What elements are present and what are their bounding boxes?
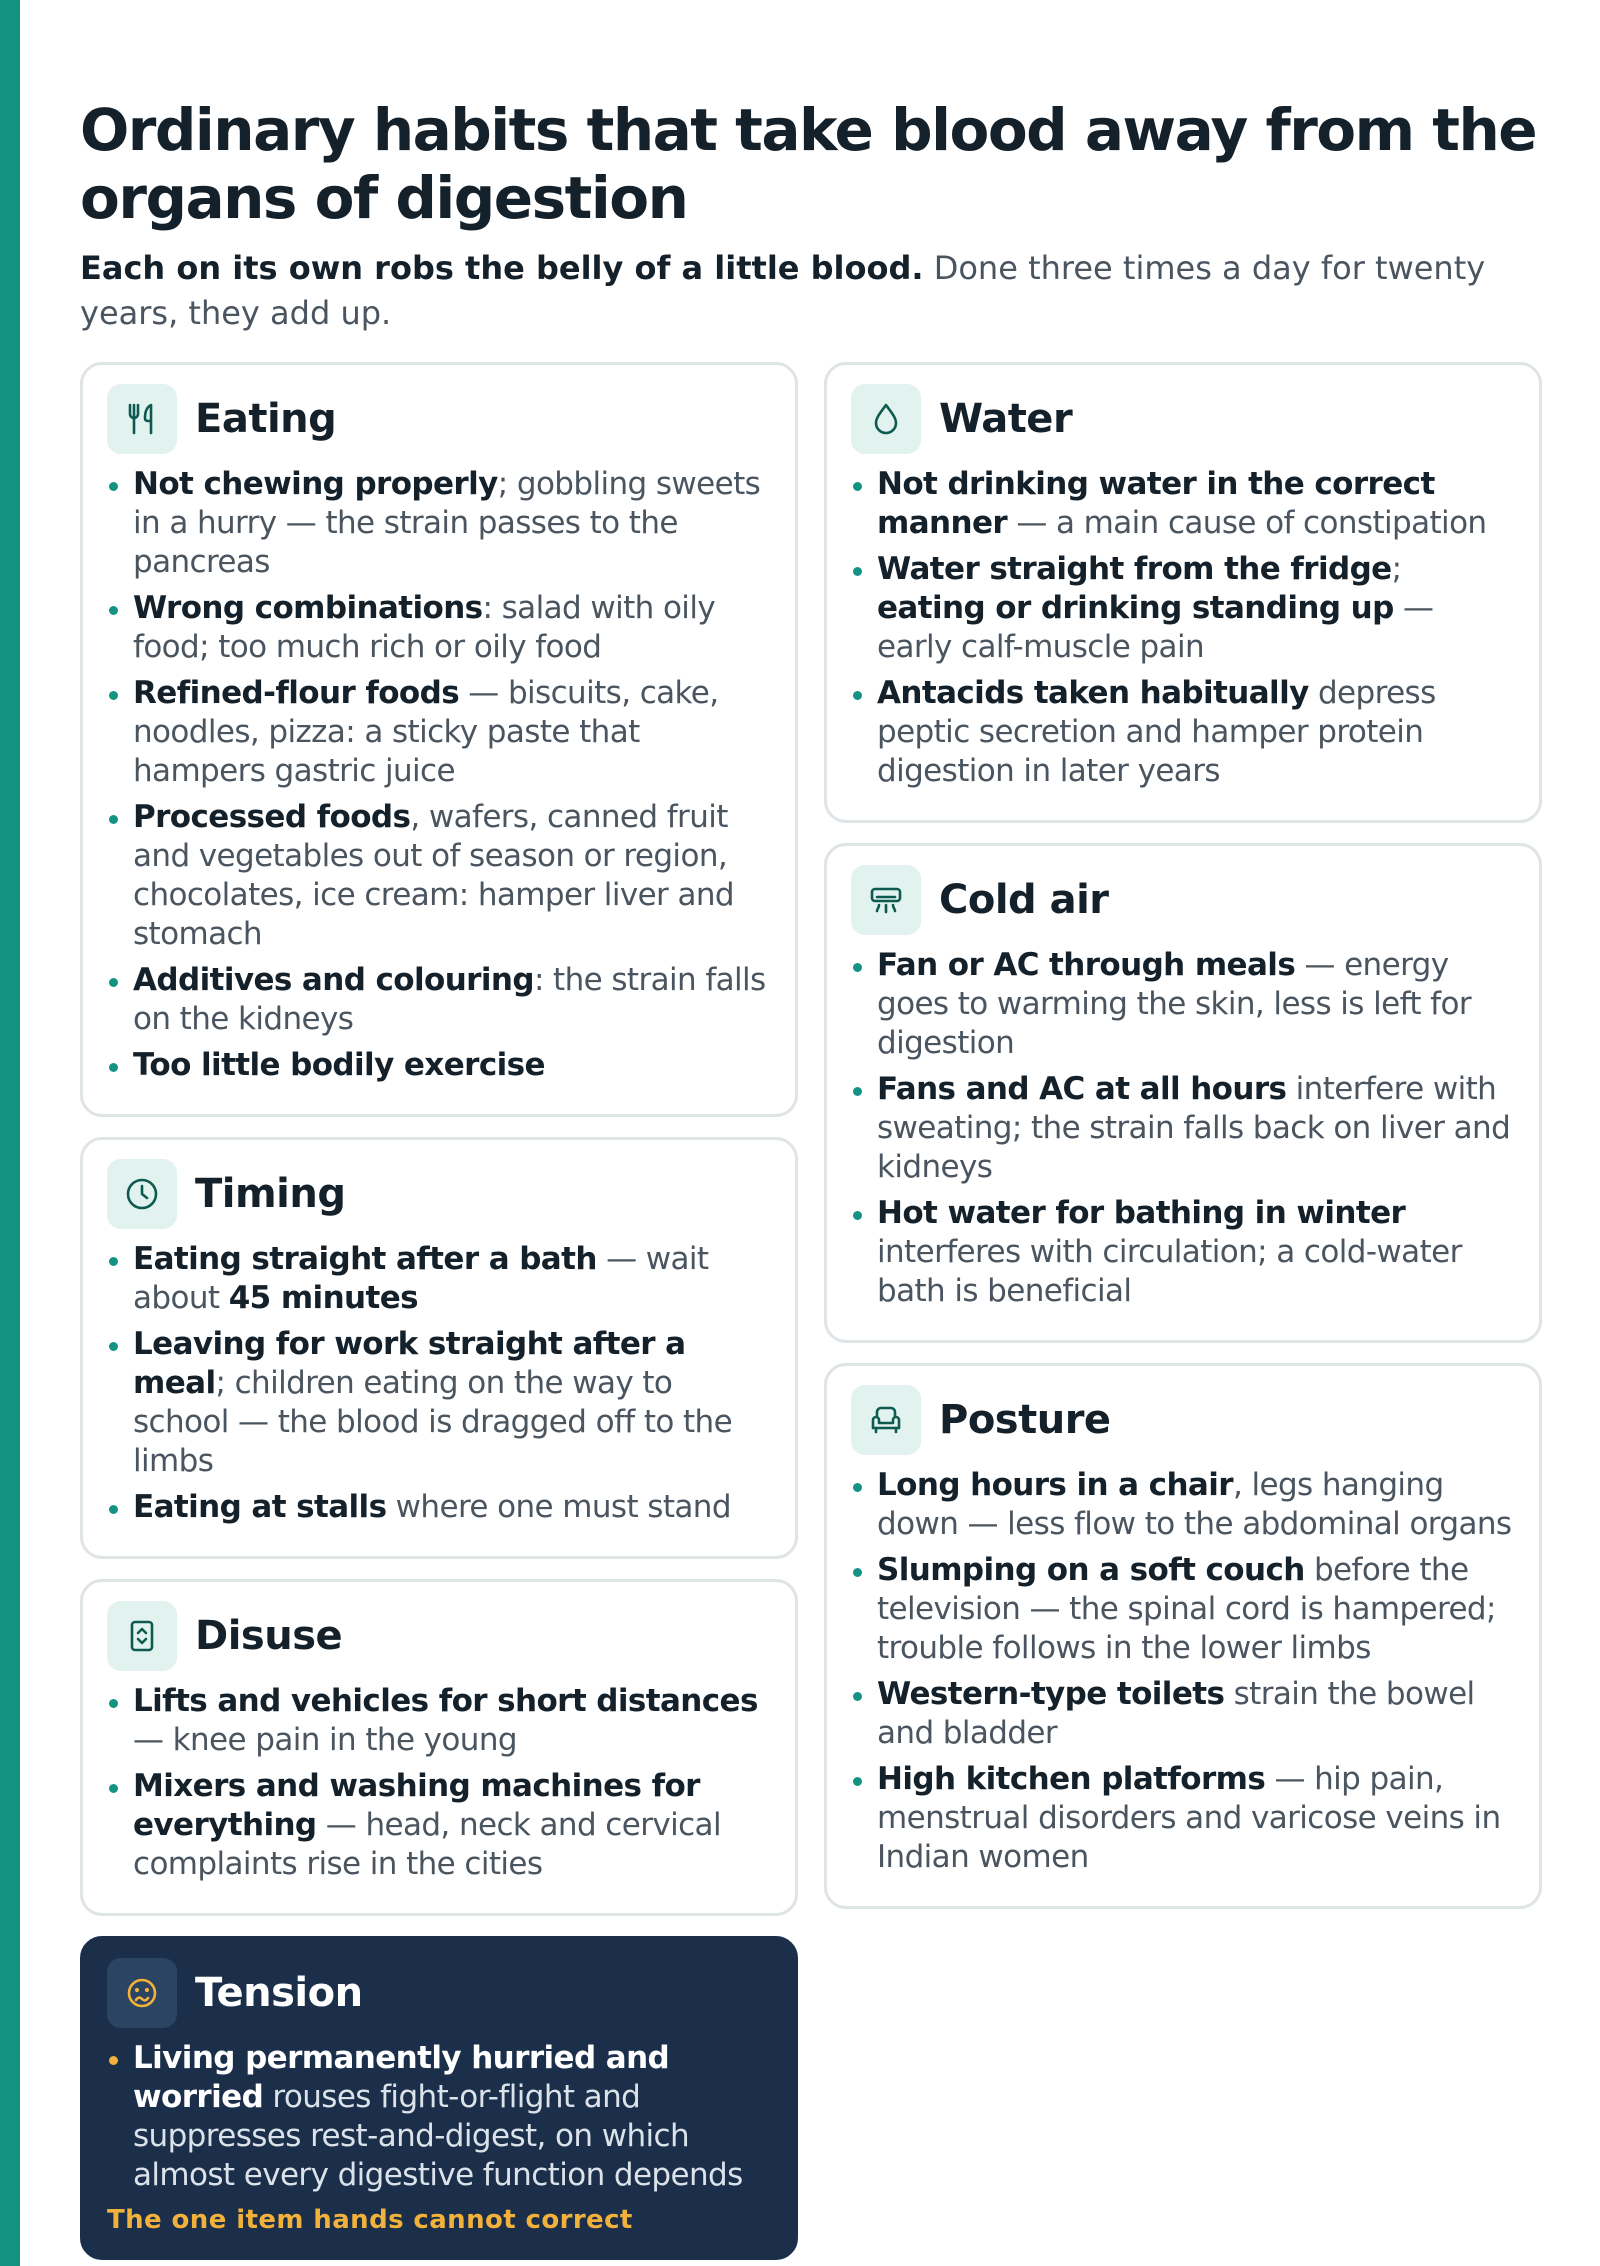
list-item [851,674,1513,791]
card-water [824,362,1542,823]
right-column [824,362,1542,1929]
list-item [107,1682,769,1760]
card-title: Disuse [195,1613,343,1659]
card-eating [80,362,798,1117]
list-item [851,1675,1513,1753]
card-title: Posture [939,1397,1111,1443]
card-disuse [80,1579,798,1916]
item-emphasis: High kitchen platforms [877,1761,1266,1797]
card-title: Timing [195,1171,346,1217]
list-item [851,1760,1513,1877]
list-item [107,1325,769,1481]
card-title: Water [939,396,1073,442]
list-item [107,465,769,582]
armchair-icon [851,1385,921,1455]
card-posture [824,1363,1542,1909]
worried-face-icon [107,1958,177,2028]
subtitle-lead: Each on its own robs the belly of a little blood. [80,249,924,287]
item-text: — wait about [133,1241,709,1316]
item-text: — a main cause of constipation [1007,505,1487,541]
item-emphasis: Wrong combinations [133,590,483,626]
page-subtitle [80,246,1540,336]
list-item [107,961,769,1039]
card-tension [80,1936,798,2260]
tension-note: The one item hands cannot correct [107,2205,633,2235]
item-emphasis: Long hours in a chair [877,1467,1233,1503]
card-cold-air [824,843,1542,1343]
list-item [107,2039,769,2195]
list-item [107,1046,769,1085]
item-text: — head, neck and cervical complaints rise in the cities [133,1807,721,1882]
item-text: — hip pain, menstrual disorders and varicose veins in Indian women [877,1761,1501,1875]
list-item [851,550,1513,667]
item-text: ; children eating on the way to school — the blood is dragged off to the limbs [133,1365,733,1479]
fork-knife-icon [107,384,177,454]
item-list [107,1682,769,1884]
item-emphasis: Water straight from the fridge [877,551,1392,587]
card-title: Eating [195,396,337,442]
item-emphasis: Eating straight after a bath [133,1241,597,1277]
item-list [851,465,1513,791]
item-text: : the strain falls on the kidneys [133,962,766,1037]
item-text: ; [1391,551,1402,587]
item-emphasis: Fans and AC at all hours [877,1071,1287,1107]
item-emphasis: Refined-flour foods [133,675,460,711]
page [80,96,1540,2235]
list-item [107,1240,769,1318]
item-emphasis: Mixers and washing machines for everything [133,1768,700,1843]
list-item [851,946,1513,1063]
item-emphasis: Processed foods [133,799,411,835]
list-item [851,465,1513,543]
item-emphasis: Fan or AC through meals [877,947,1296,983]
item-emphasis: Slumping on a soft couch [877,1552,1305,1588]
item-list [107,1240,769,1527]
list-item [107,1767,769,1884]
item-emphasis: Antacids taken habitually [877,675,1309,711]
item-emphasis: 45 minutes [228,1280,418,1316]
elevator-icon [107,1601,177,1671]
list-item [851,1070,1513,1187]
item-list [107,2039,769,2195]
list-item [107,1488,769,1527]
list-item [851,1551,1513,1668]
item-emphasis: Additives and colouring [133,962,534,998]
list-item [107,589,769,667]
item-emphasis: Western-type toilets [877,1676,1225,1712]
item-emphasis: Not chewing properly [133,466,498,502]
list-item [851,1194,1513,1311]
list-item [107,798,769,954]
card-title: Cold air [939,877,1109,923]
card-timing [80,1137,798,1559]
item-text: interferes with circulation; a cold-water bath is beneficial [877,1234,1462,1309]
item-emphasis: Living permanently hurried and worried [133,2040,670,2115]
item-text: : salad with oily food; too much rich or oily food [133,590,716,665]
item-text: — early calf-muscle pain [877,590,1434,665]
item-text: , legs hanging down — less flow to the abdominal organs [877,1467,1512,1542]
item-list [851,946,1513,1311]
card-title: Tension [195,1970,363,2016]
item-text: where one must stand [386,1489,731,1525]
item-emphasis: Not drinking water in the correct manner [877,466,1435,541]
item-emphasis: eating or drinking standing up [877,590,1394,626]
left-column [80,362,798,2266]
subtitle-rest: Done three times a day for twenty years, they add up. [80,249,1486,332]
air-conditioner-icon [851,865,921,935]
item-emphasis: Lifts and vehicles for short distances [133,1683,758,1719]
water-drop-icon [851,384,921,454]
item-text: — energy goes to warming the skin, less is left for digestion [877,947,1471,1061]
item-text: depress peptic secretion and hamper protein digestion in later years [877,675,1436,789]
item-text: — biscuits, cake, noodles, pizza: a sticky paste that hampers gastric juice [133,675,719,789]
item-text: interfere with sweating; the strain falls back on liver and kidneys [877,1071,1511,1185]
item-text: ; gobbling sweets in a hurry — the strain passes to the pancreas [133,466,761,580]
item-emphasis: Hot water for bathing in winter [877,1195,1406,1231]
item-list [107,465,769,1085]
item-emphasis: Eating at stalls [133,1489,387,1525]
list-item [107,674,769,791]
item-text: — knee pain in the young [133,1722,517,1758]
item-list [851,1466,1513,1877]
item-text: rouses fight-or-flight and suppresses rest-and-digest, on which almost every digestive function depends [133,2079,743,2193]
clock-icon [107,1159,177,1229]
item-text: strain the bowel and bladder [877,1676,1475,1751]
item-emphasis: Leaving for work straight after a meal [133,1326,686,1401]
list-item [851,1466,1513,1544]
item-text: , wafers, canned fruit and vegetables out of season or region, chocolates, ice cream: hamper liver and stomach [133,799,734,952]
item-text: before the television — the spinal cord is hampered; trouble follows in the lower limbs [877,1552,1496,1666]
item-emphasis: Too little bodily exercise [133,1047,545,1083]
left-accent-stripe [0,0,20,2266]
page-title: Ordinary habits that take blood away from the organs of digestion [80,96,1537,232]
